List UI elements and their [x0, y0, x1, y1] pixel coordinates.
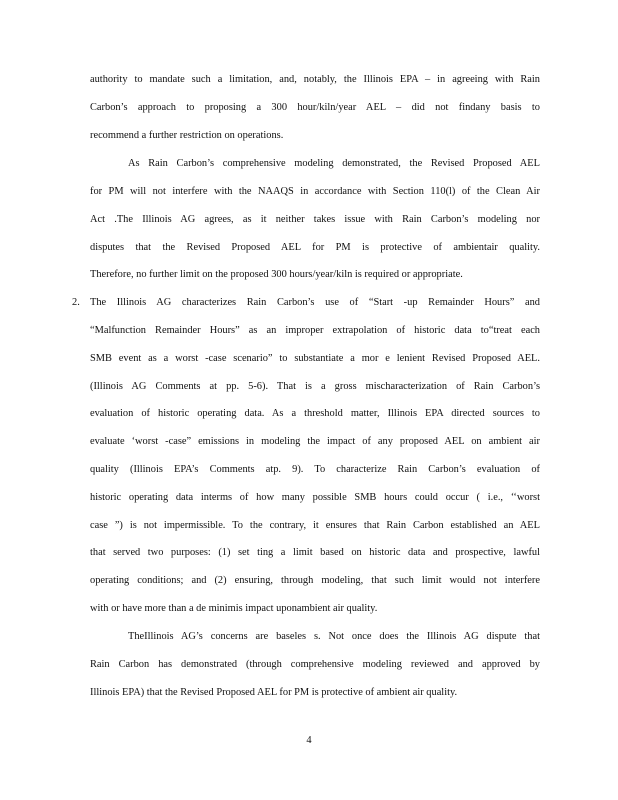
text-line: for PM will not interfere with the NAAQS in accordance with Section 110(l) of the Clean Air: [90, 186, 540, 197]
text-line: As Rain Carbon’s comprehensive modeling demonstrated, the Revised Proposed AEL: [128, 158, 540, 169]
text-line: quality (Illinois EPA’s Comments atp. 9). To characterize Rain Carbon’s evaluation of: [90, 464, 540, 475]
text-line: disputes that the Revised Proposed AEL for PM is protective of ambientair quality.: [90, 242, 540, 253]
page-number: 4: [306, 735, 312, 746]
text-line: authority to mandate such a limitation, and, notably, the Illinois EPA – in agreeing with Rain: [90, 74, 540, 85]
text-line: Rain Carbon has demonstrated (through comprehensive modeling reviewed and approved by: [90, 659, 540, 670]
text-line: TheIllinois AG’s concerns are baseles s. Not once does the Illinois AG dispute that: [128, 631, 540, 642]
text-line: evaluation of historic operating data. As a threshold matter, Illinois EPA directed sources to: [90, 408, 540, 419]
text-line: with or have more than a de minimis impact uponambient air quality.: [90, 603, 378, 614]
text-line: Illinois EPA) that the Revised Proposed AEL for PM is protective of ambient air quality.: [90, 687, 458, 698]
text-line: SMB event as a worst -case scenario” to substantiate a mor e lenient Revised Proposed AEL.: [90, 353, 540, 364]
text-line: operating conditions; and (2) ensuring, through modeling, that such limit would not interfere: [90, 575, 540, 586]
text-line: historic operating data interms of how many possible SMB hours could occur ( i.e., ‘‘worst: [90, 492, 540, 503]
text-line: The Illinois AG characterizes Rain Carbon’s use of “Start -up Remainder Hours” and: [90, 297, 540, 308]
text-line: (Illinois AG Comments at pp. 5-6). That is a gross mischaracterization of Rain Carbon’s: [90, 381, 540, 392]
text-line: recommend a further restriction on operations.: [90, 130, 284, 141]
text-line: that served two purposes: (1) set ting a limit based on historic data and prospective, lawful: [90, 547, 540, 558]
text-line: case ”) is not impermissible. To the contrary, it ensures that Rain Carbon established an AEL: [90, 520, 540, 531]
text-line: Therefore, no further limit on the proposed 300 hours/year/kiln is required or appropriate.: [90, 269, 463, 280]
text-line: “Malfunction Remainder Hours” as an improper extrapolation of historic data to“treat each: [90, 325, 540, 336]
text-line: Act .The Illinois AG agrees, as it neither takes issue with Rain Carbon’s modeling nor: [90, 214, 540, 225]
text-line: evaluate ‘worst -case” emissions in modeling the impact of any proposed AEL on ambient air: [90, 436, 540, 447]
list-item-number: 2.: [72, 297, 80, 308]
text-line: Carbon’s approach to proposing a 300 hour/kiln/year AEL – did not findany basis to: [90, 102, 540, 113]
